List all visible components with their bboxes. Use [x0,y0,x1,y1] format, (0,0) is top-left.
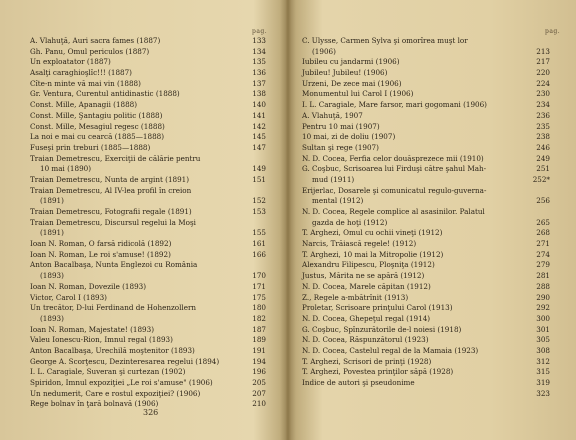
toc-entry-title: Victor, Carol I (1893) [30,292,107,302]
toc-entry-title: Traian Demetrescu, Fotografii regale (1891) [30,207,192,216]
toc-entry-title: George A. Scorţescu, Dezinteresarea regelui (1894) [30,356,220,366]
toc-entry [30,282,266,293]
toc-entry-title: Anton Bacalbaşa, Nunta Englezoi cu România [30,260,198,270]
toc-entry [30,196,266,207]
toc-entry [302,314,550,325]
toc-entry-page: 268 [536,228,550,238]
toc-entry-page: 210 [252,399,266,409]
toc-entry-title: Traian Demetrescu, Discursul regelui la Moşi [30,217,196,227]
toc-entry-page: 256 [536,196,550,206]
toc-entry [30,68,266,79]
toc-entry-title: Ioan N. Roman, O farsă ridicolă (1892) [30,239,172,249]
toc-entry-page: 191 [252,345,266,355]
toc-entry [302,389,550,400]
toc-entry-title: T. Arghezi, Scrisori de prinţi (1928) [302,356,432,366]
toc-entry-page: 213 [536,46,550,56]
toc-entry-page: 220 [536,68,550,78]
toc-entry-title: Cîte-n minte vă mai vin (1888) [30,78,141,88]
toc-entry [302,79,550,90]
toc-entry [30,228,266,239]
toc-entry [30,164,266,175]
toc-entry [302,207,550,218]
toc-entry [30,175,266,186]
toc-entry-page: 301 [536,324,550,334]
toc-entry [302,239,550,250]
toc-entry-title: N. D. Cocea, Răspunzătorul (1923) [302,335,429,345]
toc-entry [30,250,266,261]
toc-entry-page: 308 [536,345,550,355]
toc-entry [30,378,266,389]
toc-entry-title: N. D. Cocea, Regele complice al asasinilor. Palatul [302,207,485,216]
toc-entry-page: 251 [536,164,550,174]
toc-entry-page: 182 [252,313,266,323]
toc-entry-page: 171 [252,281,266,291]
toc-entry-title: Spiridon, Imnul expoziţiei „Le roi s'amuse" (1906) [30,378,213,387]
toc-entry-title: Traian Demetrescu, Nunta de argint (1891) [30,174,190,184]
left-page-header: pag. [252,28,268,35]
toc-entry-title: Valeu Ionescu-Rion, Imnul regal (1893) [30,335,173,345]
toc-entry [30,79,266,90]
toc-entry [302,100,550,111]
toc-entry-title: (1893) [40,313,64,323]
toc-entry-page: 205 [252,378,266,387]
toc-entry [302,293,550,304]
toc-entry [30,389,266,400]
toc-entry [30,218,266,229]
toc-entry-page: 271 [536,239,550,249]
toc-entry [30,303,266,314]
toc-entry [30,47,266,58]
toc-entry [302,250,550,261]
toc-entry-title: N. D. Cocea, Ferfia celor douăsprezece mii (1910) [302,153,484,163]
toc-entry [302,228,550,239]
toc-entry [302,271,550,282]
toc-entry-title: Jubileu! Jubileu! (1906) [302,68,388,78]
left-page [0,0,286,440]
toc-entry-page: 312 [536,356,550,366]
toc-entry-page: 290 [536,292,550,302]
toc-entry [302,260,550,271]
toc-entry-title: (1891) [40,196,64,206]
toc-entry-title: Indice de autori şi pseudonime [302,378,415,387]
toc-entry [30,100,266,111]
toc-entry-page: 323 [536,388,550,398]
toc-entry-title: G. Coşbuc, Spînzurătorile de-l noiesi (1918) [302,324,462,334]
toc-entry-page: 161 [252,239,266,249]
toc-entry-title: Asalţi caraghioşlîc!!! (1887) [30,68,132,78]
toc-entry-title: I. L. Caragiale, Mare farsor, mari gogomani (1906) [302,100,487,110]
toc-entry-title: A. Vlahuţă, 1907 [302,110,363,120]
toc-entry-title: Un exploatator (1887) [30,57,111,67]
toc-entry [302,186,550,197]
toc-entry-page: 133 [252,36,266,45]
toc-entry-title: Urzeni, De zece mai (1906) [302,78,402,88]
toc-entry [30,57,266,68]
left-page-number: 326 [143,408,159,417]
toc-entry-page: 189 [252,335,266,345]
toc-entry-page: 155 [252,228,266,238]
toc-entry-title: Proletar, Scrisoare prinţului Carol (1913) [302,303,453,313]
toc-entry-title: Un trecător, D-lui Ferdinand de Hohenzollern [30,303,197,313]
toc-entry-page: 175 [252,292,266,302]
toc-entry-page: 274 [536,249,550,259]
toc-entry [302,57,550,68]
toc-entry-page: 151 [252,174,266,184]
toc-entry-page: 152 [252,196,266,206]
toc-entry-title: Narcis, Trăiască regele! (1912) [302,239,417,249]
toc-entry [30,335,266,346]
toc-entry-title: Anton Bacalbaşa, Urechilă moştenitor (1893) [30,345,195,355]
toc-entry-page: 236 [536,110,550,120]
toc-entry-page: 281 [536,271,550,281]
toc-entry [30,89,266,100]
toc-entry-title: Traian Demetrescu, Exerciţii de călărie pentru [30,153,201,163]
toc-entry-page: 142 [252,121,266,131]
toc-entry [302,303,550,314]
toc-entry [30,357,266,368]
toc-entry [302,36,550,47]
toc-entry-title: N. D. Cocea, Marele căpitan (1912) [302,281,431,291]
toc-entry-title: Const. Mille, Şantagiu politic (1888) [30,110,163,120]
toc-entry-title: Erijerlac, Dosarele şi comunicatul regulo-guverna- [302,185,487,195]
toc-entry-title: Const. Mille, Mesagiul regesc (1888) [30,121,165,131]
toc-entry-page: 140 [252,100,266,110]
toc-entry-page: 246 [536,142,550,152]
toc-entry [302,143,550,154]
toc-entry [302,132,550,143]
toc-entry [302,378,550,389]
toc-entry-title: Fuseşi prin treburi (1885—1888) [30,142,151,152]
toc-entry-title: I. L. Caragiale, Suveran şi curtezan (1902) [30,367,186,377]
toc-entry-page: 170 [252,271,266,281]
toc-entry-title: Gh. Panu, Omul periculos (1887) [30,46,150,56]
toc-entry-page: 224 [536,78,550,88]
toc-entry-title: Traian Demetrescu, Al IV-lea profil în creion [30,185,192,195]
toc-entry [302,282,550,293]
toc-entry-title: G. Coşbuc, Scrisoarea lui Firduşi către şahul Mah- [302,164,487,174]
toc-entry-page: 234 [536,100,550,110]
toc-entry [302,122,550,133]
toc-entry [30,239,266,250]
toc-entry [30,293,266,304]
toc-entry-page: 249 [536,153,550,163]
toc-entry-title: 10 mai (1890) [40,164,92,174]
toc-entry [30,36,266,47]
toc-entry-title: (1893) [40,271,64,281]
toc-entry-title: Pentru 10 mai (1907) [302,121,380,131]
toc-entry-page: 235 [536,121,550,131]
toc-entry [30,346,266,357]
toc-entry [30,314,266,325]
toc-entry [30,122,266,133]
toc-entry-title: T. Arghezi, Omul cu ochii vineţi (1912) [302,228,443,238]
toc-entry-page: 180 [252,303,266,313]
toc-entry-title: Justus, Mărita ne se apără (1912) [302,271,425,281]
toc-entry-title: La noi e mai cu cearcă (1885—1888) [30,132,165,142]
toc-entry [302,346,550,357]
toc-entry-title: Monumentul lui Carol I (1906) [302,89,414,99]
toc-entry [302,196,550,207]
toc-entry-page: 217 [536,57,550,67]
toc-entry-page: 305 [536,335,550,345]
toc-entry-title: C. Ulysse, Carmen Sylva şi omorîrea muşt lor [302,36,468,45]
right-toc-list [302,36,550,399]
toc-entry-title: 10 mai, zi de doliu (1907) [302,132,396,142]
toc-entry-title: Z., Regele a-mbătrînit (1913) [302,292,409,302]
toc-entry [302,325,550,336]
toc-entry-title: T. Arghezi, Povestea prinţilor săpă (1928) [302,367,454,377]
toc-entry-title: T. Arghezi, 10 mai la Mitropolie (1912) [302,249,444,259]
toc-entry-title: Iubileu cu jandarmi (1906) [302,57,400,67]
toc-entry-title: Const. Mille, Apanagii (1888) [30,100,138,110]
toc-entry-title: Ioan N. Roman, Le roi s'amuse! (1892) [30,249,171,259]
toc-entry-title: mud (1911) [312,174,355,184]
toc-entry-page: 196 [252,367,266,377]
toc-entry [302,154,550,165]
toc-entry-title: mental (1912) [312,196,364,206]
toc-entry-page: 141 [252,110,266,120]
toc-entry-page: 315 [536,367,550,377]
toc-entry [302,47,550,58]
right-page-header: pag. [545,28,561,35]
toc-entry [30,143,266,154]
toc-entry-page: 137 [252,78,266,88]
toc-entry-page: 252* [532,174,550,184]
toc-entry [302,335,550,346]
toc-entry-page: 319 [536,378,550,387]
toc-entry [30,154,266,165]
toc-entry-title: gazda de hoţi (1912) [312,217,388,227]
toc-entry-page: 194 [252,356,266,366]
toc-entry-title: Sultan şi rege (1907) [302,142,379,152]
toc-entry-page: 134 [252,46,266,56]
toc-entry [30,271,266,282]
toc-entry-title: Un nedumerit, Care e rostul expoziţiei? (1906) [30,388,201,398]
toc-entry [30,260,266,271]
toc-entry [302,111,550,122]
right-page [290,0,576,440]
toc-entry-page: 207 [252,388,266,398]
toc-entry-title: Rege bolnav în ţară bolnavă (1906) [30,399,159,409]
toc-entry-title: Ioan N. Roman, Dovezile (1893) [30,281,147,291]
toc-entry [302,218,550,229]
toc-entry [302,357,550,368]
toc-entry [30,111,266,122]
toc-entry [302,367,550,378]
toc-entry [30,132,266,143]
toc-entry [30,367,266,378]
toc-entry-page: 265 [536,217,550,227]
toc-entry-page: 136 [252,68,266,78]
toc-entry-title: Ioan N. Roman, Majestate! (1893) [30,324,155,334]
toc-entry-page: 279 [536,260,550,270]
toc-entry [30,207,266,218]
toc-entry-page: 187 [252,324,266,334]
toc-entry-page: 292 [536,303,550,313]
toc-entry [302,68,550,79]
toc-entry-title: Gr. Ventura, Curentul antidinastic (1888) [30,89,180,99]
toc-entry-page: 147 [252,142,266,152]
toc-entry-title: Alexandru Filipescu, Ploşniţa (1912) [302,260,435,270]
toc-entry-page: 166 [252,249,266,259]
toc-entry-page: 145 [252,132,266,142]
toc-entry-page: 149 [252,164,266,174]
toc-entry [30,186,266,197]
toc-entry [302,175,550,186]
toc-entry-title: A. Vlahuţă, Auri sacra fames (1887) [30,36,161,45]
toc-entry-title: (1906) [312,46,336,56]
toc-entry-page: 300 [536,313,550,323]
toc-entry-page: 138 [252,89,266,99]
toc-entry-page: 230 [536,89,550,99]
toc-entry-page: 238 [536,132,550,142]
toc-entry [302,89,550,100]
toc-entry-page: 288 [536,281,550,291]
toc-entry [30,325,266,336]
toc-entry-title: N. D. Cocea, Ghepeţul regal (1914) [302,313,431,323]
toc-entry [302,164,550,175]
toc-entry-title: N. D. Cocea, Castelul regal de la Mamaia (1923) [302,345,479,355]
left-toc-list [30,36,266,410]
toc-entry-page: 135 [252,57,266,67]
toc-entry-title: (1891) [40,228,64,238]
toc-entry-page: 153 [252,207,266,216]
